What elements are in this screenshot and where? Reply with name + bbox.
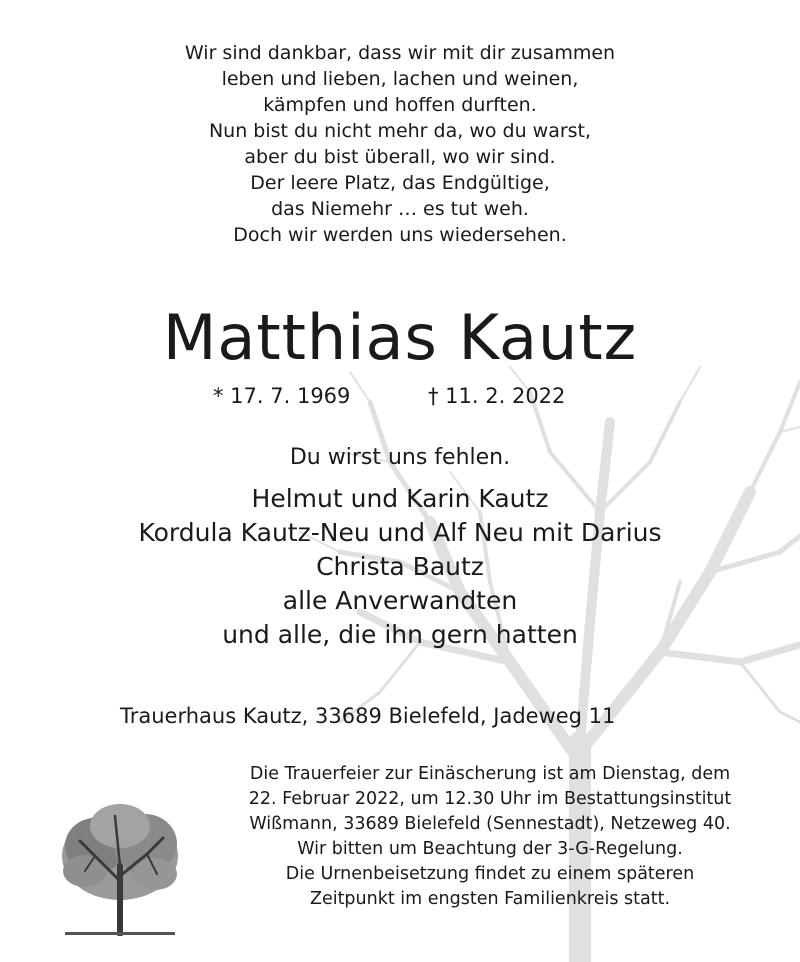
poem-line: kämpfen und hoffen durften. <box>263 94 537 116</box>
mourner-line: alle Anverwandten <box>282 586 518 615</box>
notice-line: Die Urnenbeisetzung findet zu einem späteren <box>285 864 695 884</box>
funeral-notice <box>200 762 780 912</box>
notice-line: Die Trauerfeier zur Einäscherung ist am Dienstag, dem <box>249 764 731 784</box>
farewell-line: Du wirst uns fehlen. <box>289 445 511 470</box>
mourners-list <box>0 482 800 652</box>
notice-line: Wißmann, 33689 Bielefeld (Sennestadt), Netzeweg 40. <box>249 814 731 834</box>
notice-line: 22. Februar 2022, um 12.30 Uhr im Bestattungsinstitut <box>248 789 732 809</box>
poem-line: aber du bist überall, wo wir sind. <box>244 146 556 168</box>
birth-date: * 17. 7. 1969 <box>213 384 351 408</box>
mourner-line: Christa Bautz <box>316 552 484 581</box>
tree-icon <box>55 796 185 936</box>
poem-line: das Niemehr … es tut weh. <box>271 198 529 220</box>
address-text: Trauerhaus Kautz, 33689 Bielefeld, Jadeweg 11 <box>120 704 616 728</box>
deceased-name: Matthias Kautz <box>162 301 638 374</box>
notice-line: Wir bitten um Beachtung der 3-G-Regelung. <box>297 839 683 859</box>
poem-line: leben und lieben, lachen und weinen, <box>221 68 579 90</box>
mourner-line: Helmut und Karin Kautz <box>251 484 549 513</box>
death-date: † 11. 2. 2022 <box>428 384 566 408</box>
mourner-line: Kordula Kautz-Neu und Alf Neu mit Darius <box>138 518 662 547</box>
poem-line: Doch wir werden uns wiedersehen. <box>233 224 567 246</box>
poem-line: Wir sind dankbar, dass wir mit dir zusammen <box>184 42 616 64</box>
notice-line: Zeitpunkt im engsten Familienkreis statt. <box>309 889 671 909</box>
poem-line: Nun bist du nicht mehr da, wo du warst, <box>208 120 592 142</box>
poem-line: Der leere Platz, das Endgültige, <box>250 172 550 194</box>
poem <box>0 40 800 248</box>
mourner-line: und alle, die ihn gern hatten <box>222 620 578 649</box>
